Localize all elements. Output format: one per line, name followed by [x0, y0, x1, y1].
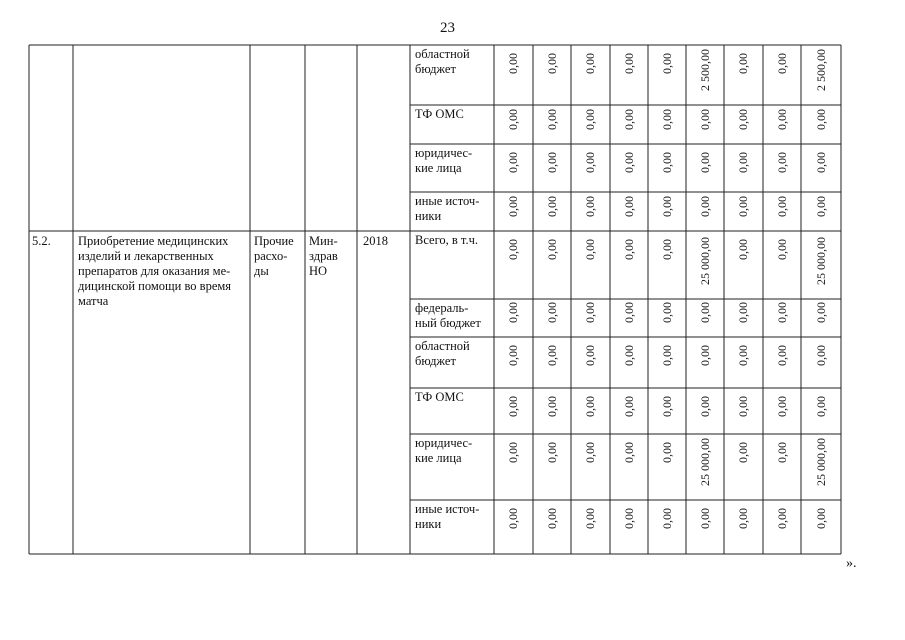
- value-cell: 0,00: [774, 396, 789, 417]
- value-cell: 0,00: [736, 109, 750, 130]
- source-label-line: Всего, в т.ч.: [415, 233, 478, 247]
- row-number-line: 5.2.: [32, 234, 51, 248]
- value-cell: 0,00: [774, 239, 789, 260]
- value-cell: 0,00: [544, 302, 559, 323]
- measure-title-line: Приобретение медицинских: [78, 234, 229, 248]
- value-cell: 0,00: [736, 396, 750, 417]
- value-cell: 0,00: [506, 239, 520, 260]
- measure-title: [78, 234, 231, 309]
- value-cell: 0,00: [736, 196, 750, 217]
- source-label-line: кие лица: [415, 451, 462, 465]
- value-cell: 0,00: [506, 302, 520, 323]
- value-cell: 0,00: [736, 442, 750, 463]
- source-label-line: иные источ-: [415, 194, 480, 208]
- value-cell: 0,00: [697, 396, 712, 417]
- value-cell: 0,00: [583, 345, 597, 366]
- value-cell: 0,00: [659, 302, 674, 323]
- value-cell: 0,00: [659, 53, 674, 74]
- value-cell: 0,00: [659, 396, 674, 417]
- value-cell: 0,00: [659, 152, 674, 173]
- source-label-line: ники: [415, 517, 442, 531]
- value-cell: 0,00: [506, 109, 520, 130]
- value-cell: 0,00: [544, 152, 559, 173]
- value-cell: 0,00: [621, 152, 636, 173]
- value-cell: 0,00: [774, 442, 789, 463]
- source-label-line: ники: [415, 209, 442, 223]
- value-cell: 0,00: [621, 508, 636, 529]
- source-label: [415, 301, 481, 331]
- source-label-line: областной: [415, 47, 470, 61]
- source-label-line: ТФ ОМС: [415, 107, 464, 121]
- measure-title-line: матча: [78, 294, 109, 308]
- value-cell: 0,00: [813, 302, 828, 323]
- value-cell: 0,00: [697, 152, 712, 173]
- value-cell: 25 000,00: [697, 237, 712, 285]
- value-cell: 0,00: [544, 109, 559, 130]
- source-label: [415, 146, 472, 176]
- value-cell: 0,00: [813, 508, 828, 529]
- value-cell: 0,00: [544, 53, 559, 74]
- page-number: 23: [440, 20, 455, 36]
- value-cell: 25 000,00: [813, 438, 828, 486]
- value-cell: 0,00: [659, 109, 674, 130]
- value-cell: 0,00: [774, 152, 789, 173]
- source-label-line: ный бюджет: [415, 316, 481, 330]
- value-cell: 0,00: [774, 53, 789, 74]
- value-cell: 0,00: [813, 345, 828, 366]
- closing-quote: ».: [846, 556, 857, 571]
- expense-category-line: Прочие: [254, 234, 294, 248]
- source-label-line: областной: [415, 339, 470, 353]
- executor: [309, 234, 338, 279]
- source-label: [415, 107, 464, 122]
- value-cell: 0,00: [583, 109, 597, 130]
- value-cell: 0,00: [774, 109, 789, 130]
- source-label-line: юридичес-: [415, 436, 473, 450]
- source-label: [415, 502, 479, 532]
- source-label: [415, 436, 472, 466]
- source-label-line: юридичес-: [415, 146, 473, 160]
- value-cell: 0,00: [659, 442, 674, 463]
- value-cell: 0,00: [621, 345, 636, 366]
- value-cell: 25 000,00: [813, 237, 828, 285]
- value-cell: 0,00: [697, 508, 712, 529]
- source-label-line: кие лица: [415, 161, 462, 175]
- source-label-line: иные источ-: [415, 502, 480, 516]
- value-cell: 0,00: [774, 345, 789, 366]
- value-cell: 0,00: [506, 53, 520, 74]
- value-cell: 0,00: [813, 152, 828, 173]
- source-label: [415, 339, 470, 369]
- value-cell: 0,00: [544, 442, 559, 463]
- value-cell: 0,00: [583, 396, 597, 417]
- value-cell: 0,00: [621, 239, 636, 260]
- value-cell: 0,00: [544, 196, 559, 217]
- value-cell: 25 000,00: [697, 438, 712, 486]
- expense-category-line: ды: [254, 264, 269, 278]
- value-cell: 0,00: [697, 302, 712, 323]
- value-cell: 0,00: [583, 152, 597, 173]
- value-cell: 0,00: [621, 396, 636, 417]
- value-cell: 0,00: [506, 152, 520, 173]
- value-cell: 0,00: [736, 302, 750, 323]
- value-cell: 0,00: [583, 239, 597, 260]
- value-cell: 2 500,00: [813, 49, 828, 91]
- value-cell: 0,00: [774, 302, 789, 323]
- value-cell: 0,00: [736, 152, 750, 173]
- executor-line: НО: [309, 264, 328, 278]
- value-cell: 0,00: [697, 196, 712, 217]
- value-cell: 0,00: [621, 53, 636, 74]
- value-cell: 0,00: [659, 508, 674, 529]
- value-cell: 0,00: [774, 196, 789, 217]
- measure-title-line: изделий и лекарственных: [78, 249, 214, 263]
- year-line: 2018: [363, 234, 388, 248]
- value-cell: 0,00: [544, 345, 559, 366]
- source-label-line: федераль-: [415, 301, 469, 315]
- source-label: [415, 194, 479, 224]
- value-cell: 0,00: [736, 239, 750, 260]
- value-cell: 0,00: [813, 196, 828, 217]
- value-cell: 0,00: [736, 53, 750, 74]
- value-cell: 0,00: [813, 109, 828, 130]
- value-cell: 0,00: [544, 239, 559, 260]
- year: [363, 234, 388, 249]
- value-cell: 0,00: [697, 109, 712, 130]
- value-cell: 0,00: [544, 508, 559, 529]
- measure-title-line: препаратов для оказания ме-: [78, 264, 231, 278]
- value-cell: 0,00: [621, 109, 636, 130]
- source-label: [415, 233, 478, 248]
- source-label-line: ТФ ОМС: [415, 390, 464, 404]
- measure-title-line: дицинской помощи во время: [78, 279, 232, 293]
- value-cell: 0,00: [583, 302, 597, 323]
- source-label: [415, 390, 464, 405]
- value-cell: 0,00: [621, 442, 636, 463]
- row-number: [32, 234, 51, 249]
- value-cell: 0,00: [659, 196, 674, 217]
- expense-category: [254, 234, 294, 279]
- value-cell: 0,00: [621, 302, 636, 323]
- value-cell: 0,00: [659, 239, 674, 260]
- value-cell: 0,00: [583, 508, 597, 529]
- value-cell: 0,00: [813, 396, 828, 417]
- value-cell: 0,00: [659, 345, 674, 366]
- value-cell: 0,00: [506, 396, 520, 417]
- value-cell: 0,00: [736, 508, 750, 529]
- executor-line: здрав: [309, 249, 338, 263]
- expense-category-line: расхо-: [254, 249, 288, 263]
- value-cell: 0,00: [583, 442, 597, 463]
- source-label-line: бюджет: [415, 62, 456, 76]
- value-cell: 0,00: [697, 345, 712, 366]
- source-label-line: бюджет: [415, 354, 456, 368]
- value-cell: 0,00: [621, 196, 636, 217]
- value-cell: 0,00: [506, 442, 520, 463]
- value-cell: 0,00: [736, 345, 750, 366]
- value-cell: 0,00: [506, 345, 520, 366]
- source-label: [415, 47, 470, 77]
- value-cell: 0,00: [506, 196, 520, 217]
- value-cell: 0,00: [544, 396, 559, 417]
- value-cell: 0,00: [774, 508, 789, 529]
- value-cell: 0,00: [583, 196, 597, 217]
- value-cell: 0,00: [583, 53, 597, 74]
- value-cell: 2 500,00: [697, 49, 712, 91]
- executor-line: Мин-: [309, 234, 338, 248]
- value-cell: 0,00: [506, 508, 520, 529]
